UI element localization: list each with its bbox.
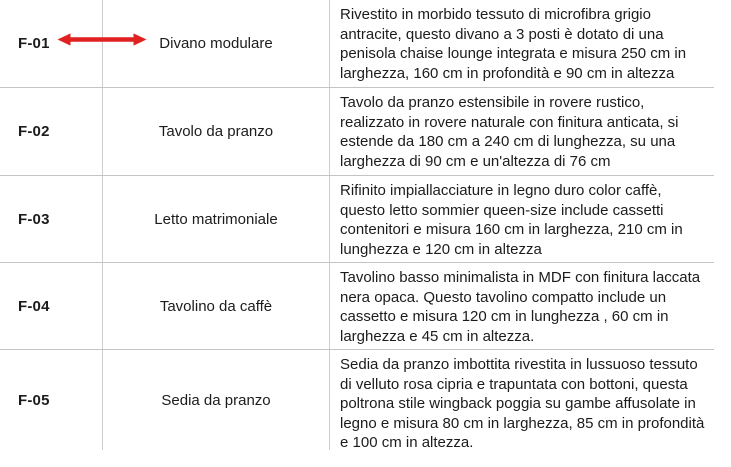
item-code-cell xyxy=(0,88,103,175)
item-description-cell xyxy=(330,350,714,450)
table-row xyxy=(0,350,714,450)
table-row xyxy=(0,176,714,263)
item-description-cell xyxy=(330,0,714,87)
item-description-cell xyxy=(330,176,714,262)
item-name-cell xyxy=(103,88,330,175)
table-row xyxy=(0,88,714,176)
item-description-cell xyxy=(330,263,714,349)
item-description-cell xyxy=(330,88,714,175)
item-description: Rifinito impiallacciature in legno duro color caffè, questo letto sommier queen-size include cassetti contenitori e misura 160 cm in larghezza, 210 cm in lunghezza e 120 cm in altezza xyxy=(340,182,683,258)
item-code: F-02 xyxy=(18,123,50,140)
item-name: Letto matrimoniale xyxy=(154,210,278,228)
item-code-cell xyxy=(0,0,103,87)
item-name: Divano modulare xyxy=(159,35,273,52)
item-description: Tavolo da pranzo estensibile in rovere rustico, realizzato in rovere naturale con finitura anticata, si estende da 180 cm a 240 cm di lunghezza, su una larghezza di 90 cm e un'altezza di 76 cm xyxy=(340,94,679,170)
item-code: F-01 xyxy=(18,35,50,52)
item-code: F-03 xyxy=(18,210,50,228)
item-description: Rivestito in morbido tessuto di microfibra grigio antracite, questo divano a 3 posti è dotato di una penisola chaise lounge integrata e misura 250 cm in larghezza, 160 cm in profondità e 90 cm in altezza xyxy=(340,6,687,82)
item-name: Sedia da pranzo xyxy=(161,391,271,409)
table-row xyxy=(0,0,714,88)
item-code-cell xyxy=(0,350,103,450)
item-name: Tavolino da caffè xyxy=(159,297,273,315)
item-name-cell xyxy=(103,263,330,349)
item-name: Tavolo da pranzo xyxy=(158,123,274,140)
table-row xyxy=(0,263,714,350)
item-code-cell xyxy=(0,176,103,262)
item-code: F-04 xyxy=(18,297,50,315)
item-name-cell xyxy=(103,350,330,450)
item-name-cell xyxy=(103,176,330,262)
item-code-cell xyxy=(0,263,103,349)
item-description: Sedia da pranzo imbottita rivestita in lussuoso tessuto di velluto rosa cipria e trapuntata con bottoni, questa poltrona stile wingback poggia su gambe affusolate in legno e misura 80 cm in larghezza, 85 cm in profondità e 100 cm in altezza. xyxy=(340,356,705,451)
item-name-cell xyxy=(103,0,330,87)
item-code: F-05 xyxy=(18,391,50,409)
item-description: Tavolino basso minimalista in MDF con finitura laccata nera opaca. Questo tavolino compatto include un cassetto e misura 120 cm in lunghezza , 60 cm in larghezza e 45 cm in altezza. xyxy=(340,269,701,345)
